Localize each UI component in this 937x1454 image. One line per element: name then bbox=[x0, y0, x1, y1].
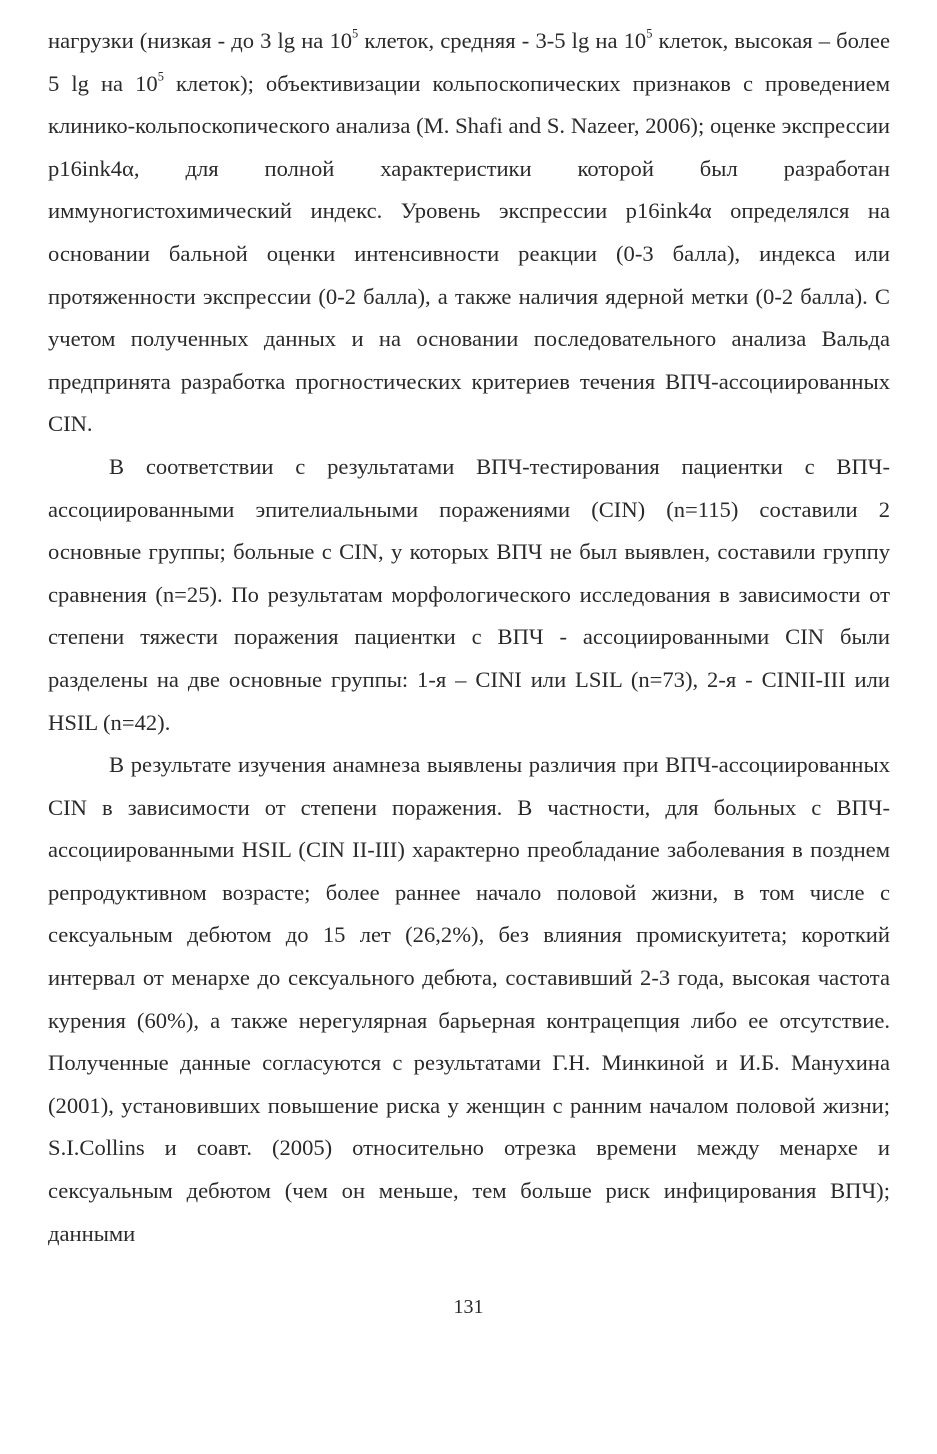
paragraph-1 bbox=[48, 20, 890, 446]
body-text bbox=[48, 20, 890, 1255]
superscript-exponent: 5 bbox=[646, 26, 653, 41]
superscript-exponent: 5 bbox=[352, 26, 359, 41]
paragraph-2 bbox=[48, 446, 890, 744]
page-number: 131 bbox=[453, 1296, 484, 1318]
text-run: нагрузки (низкая - до 3 lg на 10 bbox=[48, 28, 353, 53]
paragraph-3 bbox=[48, 744, 890, 1255]
text-run: В соответствии с результатами ВПЧ-тестирования пациентки с ВПЧ-ассоциированными эпителиальными поражениями (CIN) (n=115) составили 2 основные группы; больные с CIN, у которых ВПЧ не был выявлен, составили группу сравнения (n=25). По результатам морфологического исследования в зависимости от степени тяжести поражения пациентки с ВПЧ - ассоциированными CIN были разделены на две основные группы: 1-я – CINI или LSIL (n=73), 2-я - CINII-III или HSIL (n=42). bbox=[48, 453, 890, 735]
text-run: клеток, высокая – более 5 lg на 10 bbox=[48, 28, 890, 96]
text-run: клеток); объективизации кольпоскопических признаков с проведением клинико-кольпоскопического анализа (M. Shafi and S. Nazeer, 2006); оценке экспрессии p16ink4α, для полной характеристики которой был разработан иммуногистохимический индекс. Уровень экспрессии p16ink4α определялся на основании бальной оценки интенсивности реакции (0-3 балла), индекса или протяженности экспрессии (0-2 балла), а также наличия ядерной метки (0-2 балла). С учетом полученных данных и на основании последовательного анализа Вальда предпринята разработка прогностических критериев течения ВПЧ-ассоциированных CIN. bbox=[48, 70, 891, 437]
superscript-exponent: 5 bbox=[157, 69, 164, 84]
text-run: клеток, средняя - 3-5 lg на 10 bbox=[358, 28, 647, 53]
text-run: В результате изучения анамнеза выявлены различия при ВПЧ-ассоциированных CIN в зависимости от степени поражения. В частности, для больных с ВПЧ-ассоциированными HSIL (CIN II-III) характерно преобладание заболевания в позднем репродуктивном возрасте; более раннее начало половой жизни, в том числе с сексуальным дебютом до 15 лет (26,2%), без влияния промискуитета; короткий интервал от менархе до сексуального дебюта, составивший 2-3 года, высокая частота курения (60%), а также нерегулярная барьерная контрацепция либо ее отсутствие. Полученные данные согласуются с результатами Г.Н. Минкиной и И.Б. Манухина (2001), установивших повышение риска у женщин с ранним началом половой жизни; S.I.Collins и соавт. (2005) относительно отрезка времени между менархе и сексуальным дебютом (чем он меньше, тем больше риск инфицирования ВПЧ); данными bbox=[48, 752, 890, 1246]
